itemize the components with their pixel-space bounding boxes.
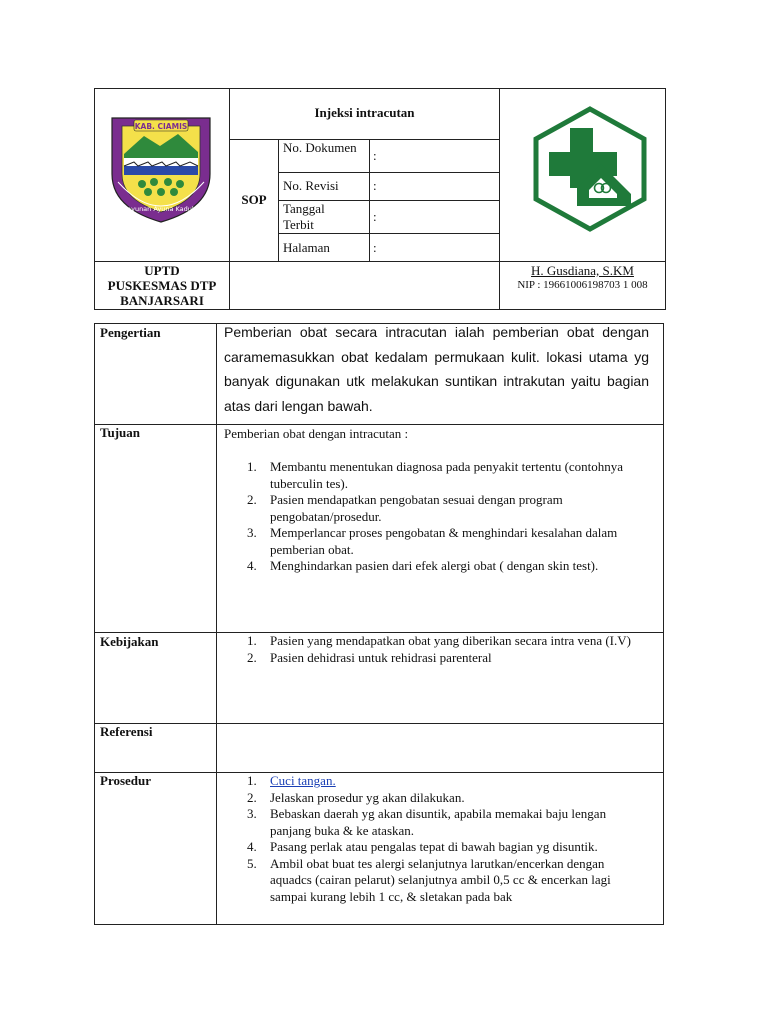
list-item: 3. Bebaskan daerah yg akan disuntik, apabila memakai baju lengan panjang buka & ke ataskan. (247, 806, 607, 838)
signer-name: H. Gusdiana, S.KM (531, 263, 634, 278)
prosedur-list (217, 773, 647, 905)
meta-label-no-dokumen: No. Dokumen (283, 140, 357, 155)
pengertian-text: Pemberian obat secara intracutan ialah pemberian obat dengan caramemasukkan obat kedalam permukaan kulit. lokasi utama yg banyak digunakan utk melakukan suntikan intrakutan yaitu bagian atas dari lengan bawah. (224, 324, 649, 414)
cuci-tangan-link[interactable]: Cuci tangan. (270, 773, 336, 788)
meta-value-halaman: : (373, 240, 377, 255)
signer-nip: NIP : 19661006198703 1 008 (517, 279, 648, 291)
tujuan-intro: Pemberian obat dengan intracutan : (224, 426, 409, 441)
label-pengertian: Pengertian (100, 325, 161, 340)
document-title: Injeksi intracutan (314, 105, 415, 120)
list-item: 2. Jelaskan prosedur yg akan dilakukan. (247, 789, 465, 805)
list-item: 3. Memperlancar proses pengobatan & menghindari kesalahan dalam pemberian obat. (247, 525, 618, 557)
list-item: 1. Pasien yang mendapatkan obat yang diberikan secara intra vena (I.V) (247, 633, 631, 648)
institution-name (95, 263, 229, 308)
meta-value-tanggal-terbit: : (373, 209, 377, 224)
meta-value-no-dokumen: : (373, 148, 377, 163)
meta-label-halaman: Halaman (283, 240, 330, 255)
puskesmas-logo (533, 106, 647, 232)
kebijakan-list (217, 633, 647, 666)
meta-label-tanggal-terbit: Tanggal Terbit (283, 201, 325, 232)
sop-label: SOP (241, 192, 267, 207)
list-item: 4. Menghindarkan pasien dari efek alergi obat ( dengan skin test). (247, 558, 599, 573)
svg-text:Mahayunan Ayuna Kaduluran: Mahayunan Ayuna Kaduluran (113, 205, 209, 213)
institution-line-3: BANJARSARI (120, 293, 204, 308)
list-item: 2. Pasien mendapatkan pengobatan sesuai dengan program pengobatan/prosedur. (247, 492, 563, 524)
label-tujuan: Tujuan (100, 425, 140, 440)
ciamis-crest-logo (108, 112, 214, 226)
list-item: 1. Membantu menentukan diagnosa pada penyakit tertentu (contohnya tuberculin tes). (247, 459, 624, 491)
list-item: 1. Cuci tangan. (247, 773, 336, 788)
list-item: 5. Ambil obat buat tes alergi selanjutnya larutkan/encerkan dengan aquadcs (cairan pelarut) selanjutnya ambil 0,5 cc & encerkan lagi sampai kurang lebih 1 cc, & sletakan pada bak (247, 855, 611, 904)
list-item: 2. Pasien dehidrasi untuk rehidrasi parenteral (247, 649, 492, 665)
list-item: 4. Pasang perlak atau pengalas tepat di bawah bagian yg disuntik. (247, 839, 598, 854)
meta-label-no-revisi: No. Revisi (283, 178, 339, 193)
svg-text:KAB. CIAMIS: KAB. CIAMIS (134, 122, 188, 131)
label-kebijakan: Kebijakan (100, 634, 159, 649)
meta-value-no-revisi: : (373, 178, 377, 193)
institution-line-1: UPTD (144, 263, 180, 278)
tujuan-list (217, 459, 647, 575)
label-prosedur: Prosedur (100, 773, 152, 788)
label-referensi: Referensi (100, 724, 153, 739)
institution-line-2: PUSKESMAS DTP (107, 278, 217, 293)
